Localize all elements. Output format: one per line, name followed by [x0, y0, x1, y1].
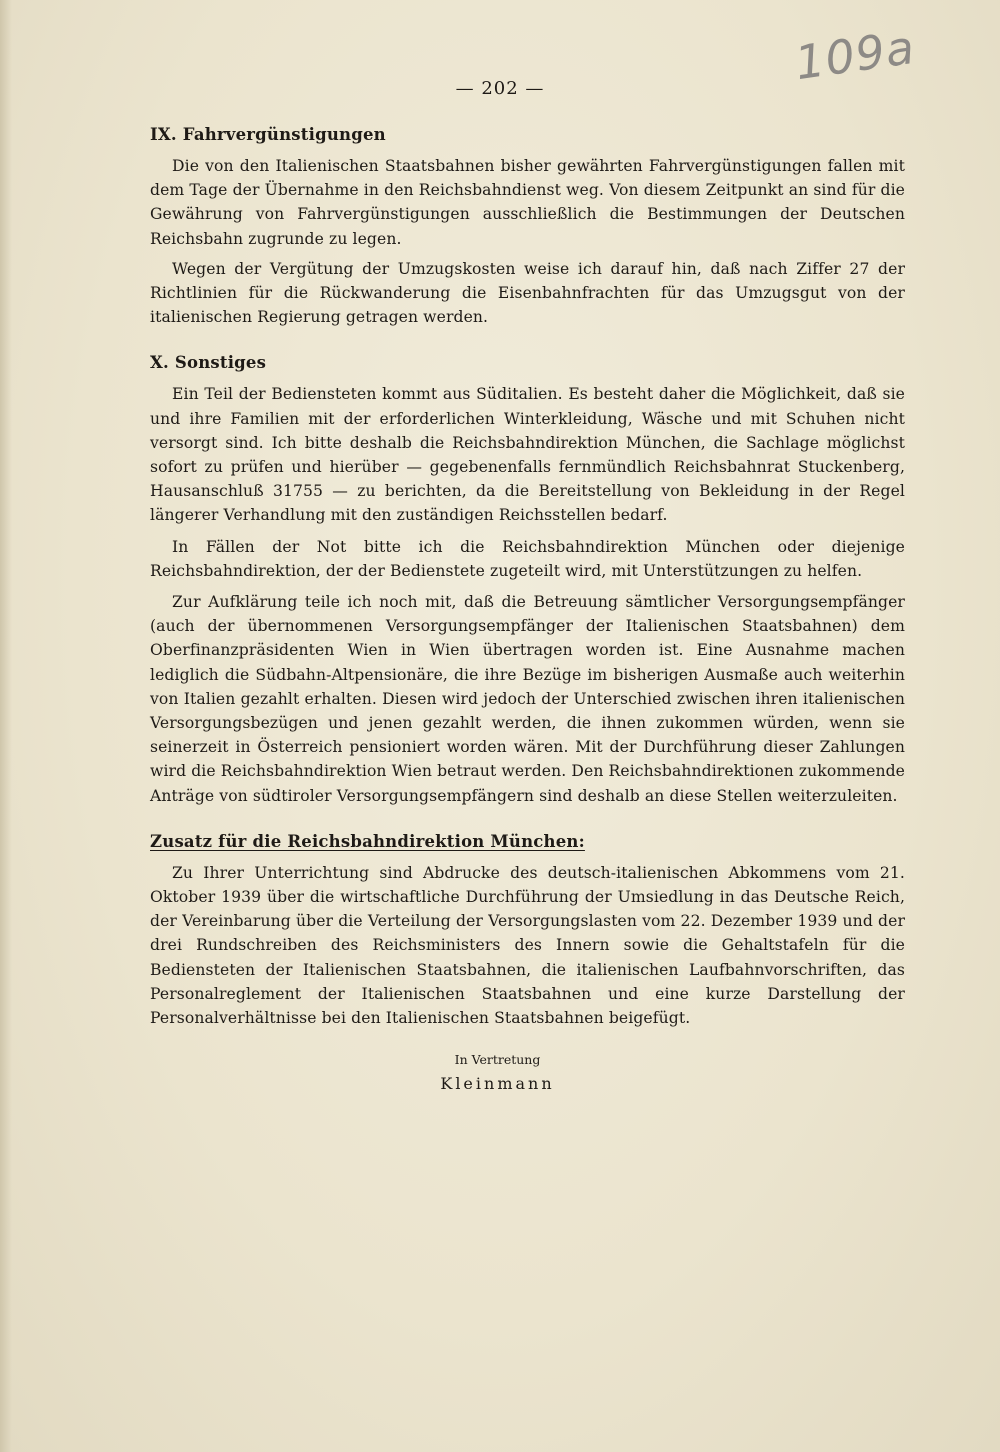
paragraph: Wegen der Vergütung der Umzugskosten weise ich darauf hin, daß nach Ziffer 27 der Richtlinien für die Rückwanderung die Eisenbahnfrachten für das Umzugsgut von der italienischen Regierung getragen werden.	[150, 259, 905, 327]
document-body	[150, 125, 905, 1093]
paragraph: In Fällen der Not bitte ich die Reichsbahndirektion München oder diejenige Reichsbahndirektion, der der Bedienstete zugeteilt wird, mit Unterstützungen zu helfen.	[150, 537, 905, 580]
handwritten-annotation: 109a	[791, 19, 919, 91]
paragraph: Zu Ihrer Unterrichtung sind Abdrucke des deutsch-italienischen Abkommens vom 21. Oktober 1939 über die wirtschaftliche Durchführung der Umsiedlung in das Deutsche Reich, der Vereinbarung über die Verteilung der Versorgungslasten vom 22. Dezember 1939 und der drei Rundschreiben des Reichsministers des Innern sowie die Gehaltstafeln für die Bediensteten der Italienischen Staatsbahnen, die italienischen Laufbahnvorschriften, das Personalreglement der Italienischen Staatsbahnen und eine kurze Darstellung der Personalverhältnisse bei den Italienischen Staatsbahnen beigefügt.	[150, 863, 905, 1028]
signature-name: Kleinmann	[440, 1074, 555, 1094]
page-number: — 202 —	[455, 78, 545, 99]
section-heading: Zusatz für die Reichsbahndirektion München:	[150, 831, 585, 851]
section-heading: X. Sonstiges	[150, 353, 267, 373]
section-zusatz	[150, 832, 905, 1030]
page-edge-shadow	[0, 0, 12, 1452]
paragraph: Zur Aufklärung teile ich noch mit, daß die Betreuung sämtlicher Versorgungsempfänger (auch der übernommenen Versorgungsempfänger der Italienischen Staatsbahnen) dem Oberfinanzpräsidenten Wien in Wien übertragen worden ist. Eine Ausnahme machen lediglich die Südbahn-Altpensionäre, die ihre Bezüge im bisherigen Ausmaße auch weiterhin von Italien gezahlt erhalten. Diesen wird jedoch der Unterschied zwischen ihren italienischen Versorgungsbezügen und jenen gezahlt werden, die ihnen zukommen würden, wenn sie seinerzeit in Österreich pensioniert worden wären. Mit der Durchführung dieser Zahlungen wird die Reichsbahndirektion Wien betraut werden. Den Reichsbahndirektionen zukommende Anträge von südtiroler Versorgungsempfängern sind deshalb an diese Stellen weiterzuleiten.	[150, 593, 905, 805]
section-sonstiges	[150, 353, 905, 807]
paragraph: Die von den Italienischen Staatsbahnen bisher gewährten Fahrvergünstigungen fallen mit dem Tage der Übernahme in den Reichsbahndienst weg. Von diesem Zeitpunkt an sind für die Gewährung von Fahrvergünstigungen ausschließlich die Bestimmungen der Deutschen Reichsbahn zugrunde zu legen.	[150, 157, 905, 248]
paragraph: Ein Teil der Bediensteten kommt aus Süditalien. Es besteht daher die Möglichkeit, daß sie und ihre Familien mit der erforderlichen Winterkleidung, Wäsche und mit Schuhen nicht versorgt sind. Ich bitte deshalb die Reichsbahndirektion München, die Sachlage möglichst sofort zu prüfen und hierüber — gegebenenfalls fernmündlich Reichsbahnrat Stuckenberg, Hausanschluß 31755 — zu berichten, da die Bereitstellung von Bekleidung in der Regel längerer Verhandlung mit den zuständigen Reichsstellen bedarf.	[150, 385, 905, 525]
signature-label: In Vertretung	[454, 1052, 541, 1068]
section-fahrverguenstigungen	[150, 125, 905, 329]
signature-block	[150, 1050, 905, 1093]
section-heading: IX. Fahrvergünstigungen	[150, 125, 386, 144]
